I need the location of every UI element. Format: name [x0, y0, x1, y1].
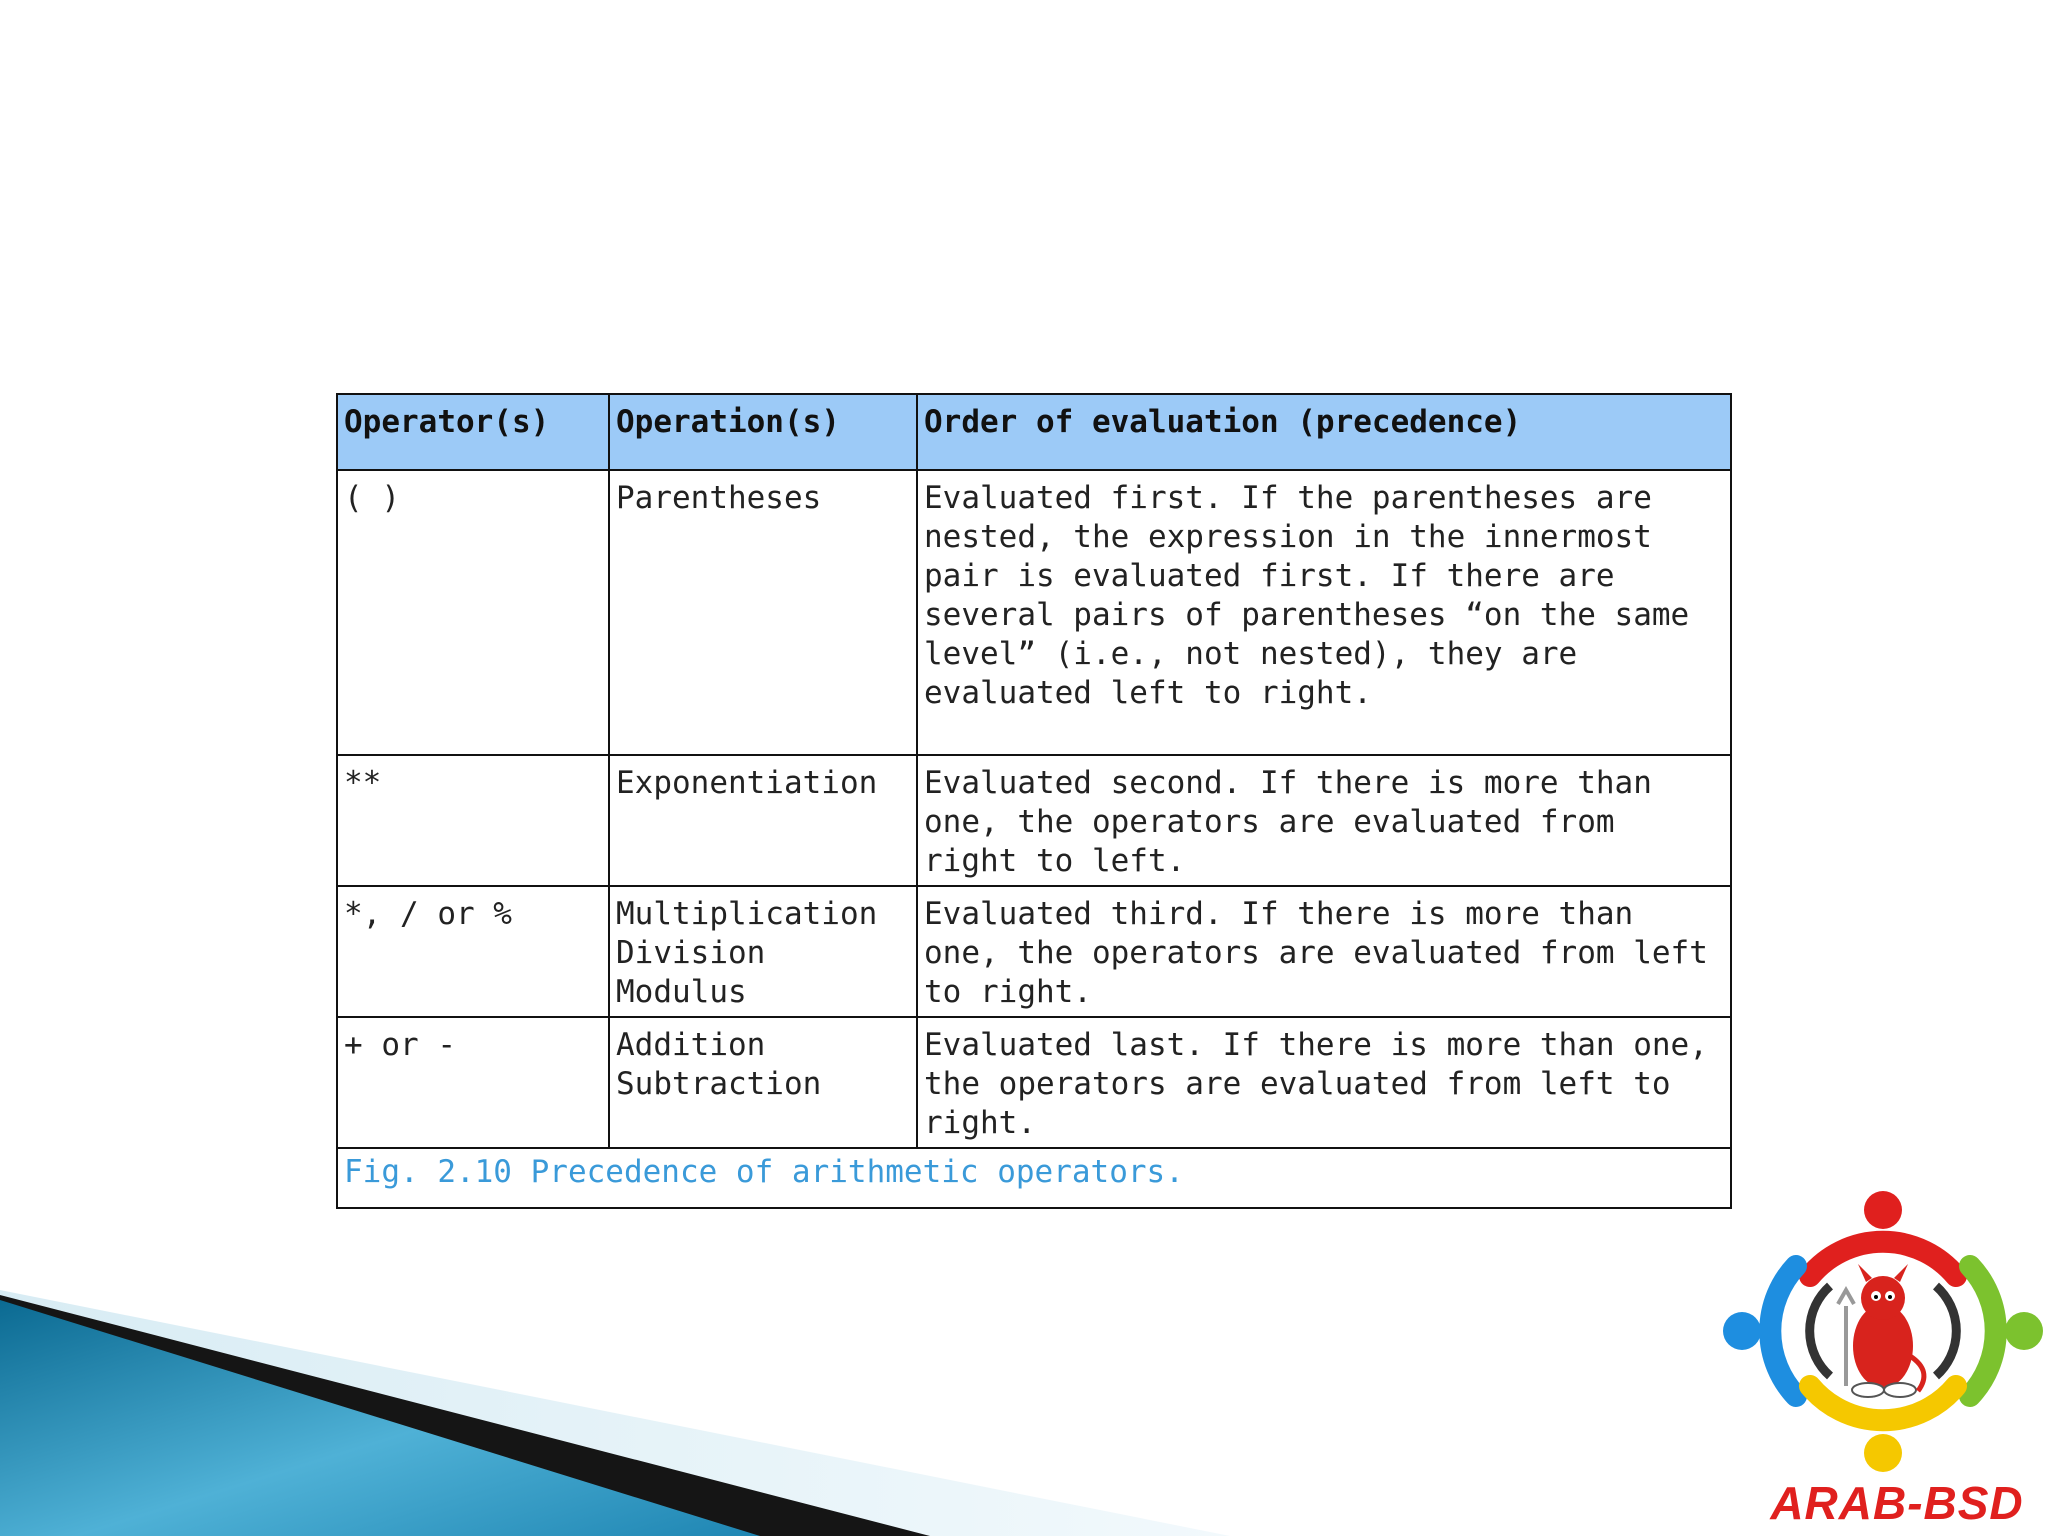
- operator-cell: *, / or %: [337, 886, 609, 1017]
- operator-cell: + or -: [337, 1017, 609, 1148]
- table-row: [337, 470, 1731, 755]
- operator-cell: ( ): [337, 470, 609, 755]
- table-row: [337, 1017, 1731, 1148]
- precedence-table: [336, 393, 1732, 1209]
- operation-cell: Addition Subtraction: [609, 1017, 917, 1148]
- order-cell: Evaluated first. If the parentheses are nested, the expression in the innermost pair is evaluated first. If there are several pairs of parentheses “on the same level” (i.e., not nested), they are evaluated left to right.: [917, 470, 1731, 755]
- table-row: [337, 755, 1731, 886]
- order-cell: Evaluated last. If there is more than one, the operators are evaluated from left to right.: [917, 1017, 1731, 1148]
- order-cell: Evaluated third. If there is more than one, the operators are evaluated from left to right.: [917, 886, 1731, 1017]
- table-header-row: [337, 394, 1731, 470]
- caption-row: [337, 1148, 1731, 1208]
- logo-wordmark: ARAB-BSD: [1770, 1477, 2024, 1529]
- header-operators: Operator(s): [337, 394, 609, 470]
- operator-cell: **: [337, 755, 609, 886]
- operation-cell: Parentheses: [609, 470, 917, 755]
- operation-cell: Multiplication Division Modulus: [609, 886, 917, 1017]
- operation-cell: Exponentiation: [609, 755, 917, 886]
- header-operations: Operation(s): [609, 394, 917, 470]
- table-row: [337, 886, 1731, 1017]
- order-cell: Evaluated second. If there is more than one, the operators are evaluated from right to left.: [917, 755, 1731, 886]
- figure-caption: Fig. 2.10 Precedence of arithmetic operators.: [337, 1148, 1731, 1208]
- precedence-table-container: [336, 393, 1730, 1209]
- header-order-of-evaluation: Order of evaluation (precedence): [917, 394, 1731, 470]
- daemon-mascot-icon: [1838, 1264, 1924, 1397]
